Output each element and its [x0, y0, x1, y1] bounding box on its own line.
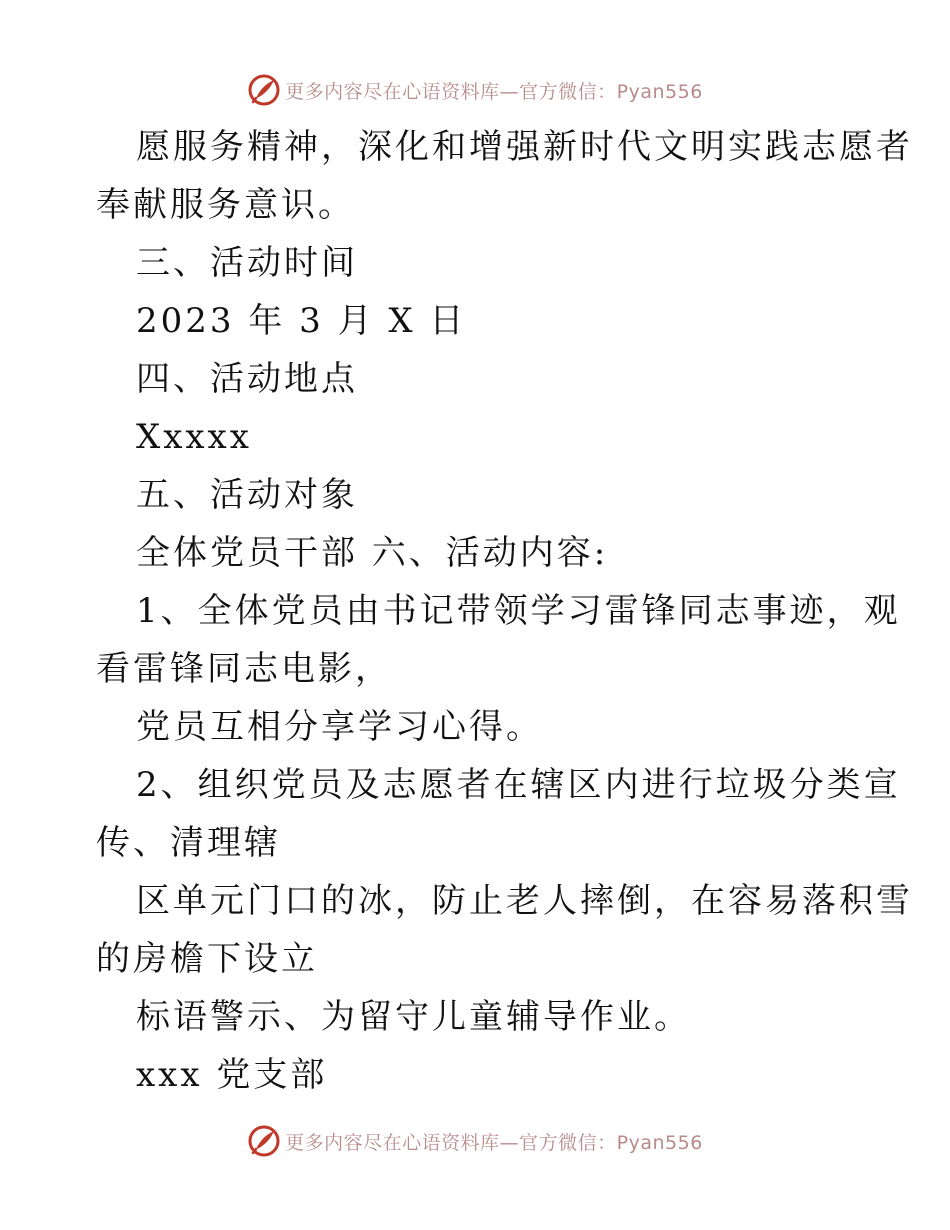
watermark-text: 更多内容尽在心语资料库—官方微信：Pyan556	[285, 80, 703, 103]
paragraph-line: 看雷锋同志电影，	[96, 649, 392, 689]
paragraph-line: 愿服务精神，深化和增强新时代文明实践志愿者	[136, 127, 913, 167]
section-heading: 四、活动地点	[136, 359, 358, 399]
watermark-text: 更多内容尽在心语资料库—官方微信：Pyan556	[285, 1131, 703, 1154]
section-heading: 三、活动时间	[136, 243, 358, 283]
signature-line: xxx 党支部	[136, 1055, 328, 1095]
paragraph-line: 1、全体党员由书记带领学习雷锋同志事迹，观	[136, 591, 901, 631]
header-watermark	[0, 70, 950, 110]
paragraph-line: 传、清理辖	[96, 823, 281, 863]
paragraph-line: 全体党员干部 六、活动内容:	[136, 533, 609, 573]
paragraph-line: 2023 年 3 月 X 日	[136, 301, 467, 341]
paragraph-line: 区单元门口的冰，防止老人摔倒，在容易落积雪	[136, 881, 913, 921]
paragraph-line: 2、组织党员及志愿者在辖区内进行垃圾分类宣	[136, 765, 901, 805]
paragraph-line: 的房檐下设立	[96, 939, 318, 979]
section-heading: 五、活动对象	[136, 475, 358, 515]
paragraph-line: Xxxxx	[136, 417, 252, 457]
paragraph-line: 标语警示、为留守儿童辅导作业。	[136, 997, 691, 1037]
paragraph-line: 奉献服务意识。	[96, 185, 355, 225]
quill-logo-icon	[247, 73, 281, 107]
quill-logo-icon	[247, 1124, 281, 1158]
paragraph-line: 党员互相分享学习心得。	[136, 707, 543, 747]
footer-watermark	[0, 1121, 950, 1161]
